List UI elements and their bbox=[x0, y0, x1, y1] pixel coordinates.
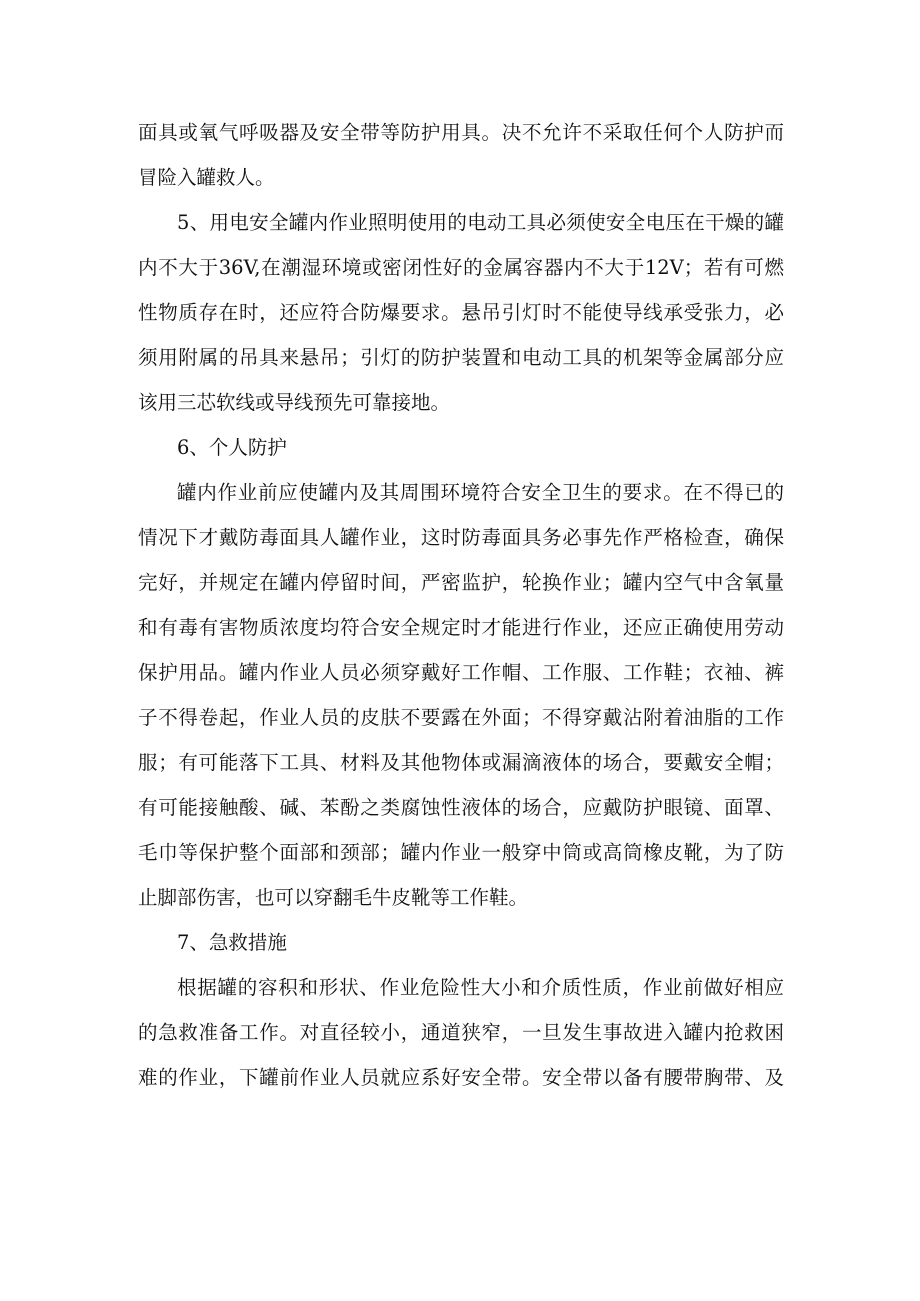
text-line: 情况下才戴防毒面具人罐作业，这时防毒面具务必事先作严格检查，确保 bbox=[138, 526, 784, 549]
section-6-heading: 6、个人防护 bbox=[177, 436, 287, 459]
text-line: 的急救准备工作。对直径较小，通道狭窄，一旦发生事故进入罐内抢救困 bbox=[138, 1021, 784, 1044]
text-line: 完好，并规定在罐内停留时间，严密监护，轮换作业；罐内空气中含氧量 bbox=[138, 571, 784, 594]
text-line: 面具或氧气呼吸器及安全带等防护用具。决不允许不采取任何个人防护而 bbox=[138, 121, 784, 144]
text-line: 内不大于36V,在潮湿环境或密闭性好的金属容器内不大于12V；若有可燃 bbox=[138, 256, 784, 279]
text-line: 服；有可能落下工具、材料及其他物体或漏滴液体的场合，要戴安全帽； bbox=[138, 751, 784, 774]
text-line: 性物质存在时，还应符合防爆要求。悬吊引灯时不能使导线承受张力，必 bbox=[138, 301, 784, 324]
text-line: 保护用品。罐内作业人员必须穿戴好工作帽、工作服、工作鞋；衣袖、裤 bbox=[138, 661, 784, 684]
section-7-first-line: 根据罐的容积和形状、作业危险性大小和介质性质，作业前做好相应 bbox=[177, 976, 784, 999]
text-line: 须用附属的吊具来悬吊；引灯的防护装置和电动工具的机架等金属部分应 bbox=[138, 346, 784, 369]
text-line: 该用三芯软线或导线预先可靠接地。 bbox=[138, 391, 451, 414]
body-text bbox=[138, 110, 784, 1100]
text-line: 难的作业，下罐前作业人员就应系好安全带。安全带以备有腰带胸带、及 bbox=[138, 1066, 784, 1089]
section-7-heading: 7、急救措施 bbox=[177, 931, 287, 954]
text-line: 子不得卷起，作业人员的皮肤不要露在外面；不得穿戴沾附着油脂的工作 bbox=[138, 706, 784, 729]
text-line: 有可能接触酸、碱、苯酚之类腐蚀性液体的场合，应戴防护眼镜、面罩、 bbox=[138, 796, 784, 819]
section-5-first-line: 5、用电安全罐内作业照明使用的电动工具必须使安全电压在干燥的罐 bbox=[177, 211, 784, 234]
text-line: 和有毒有害物质浓度均符合安全规定时才能进行作业，还应正确使用劳动 bbox=[138, 616, 784, 639]
section-6-first-line: 罐内作业前应使罐内及其周围环境符合安全卫生的要求。在不得已的 bbox=[177, 481, 784, 504]
text-line: 冒险入罐救人。 bbox=[138, 166, 275, 189]
text-line: 止脚部伤害，也可以穿翻毛牛皮靴等工作鞋。 bbox=[138, 886, 529, 909]
text-line: 毛巾等保护整个面部和颈部；罐内作业一般穿中筒或高筒橡皮靴，为了防 bbox=[138, 841, 784, 864]
